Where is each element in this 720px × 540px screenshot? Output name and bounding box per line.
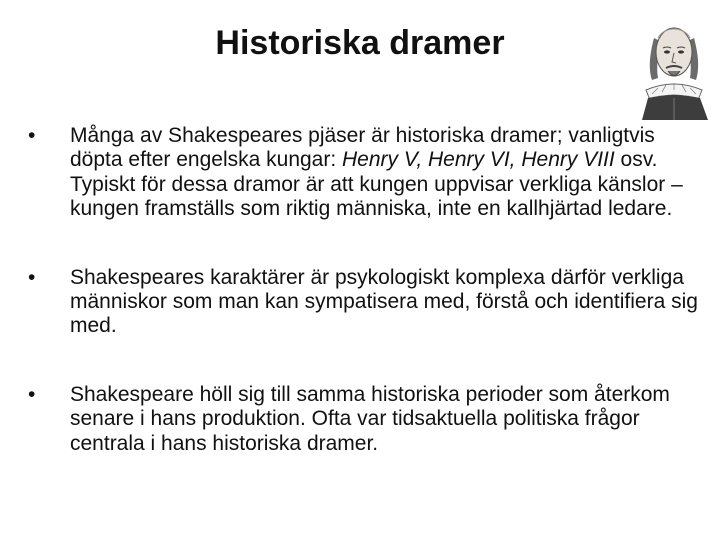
bullet-list (28, 124, 708, 456)
bullet-text: Shakespeare höll sig till samma historiska perioder som återkom senare i hans produktion. Ofta var tidsaktuella politiska frågor centrala i hans historiska dramer. (70, 382, 670, 455)
bullet-text: Shakespeares karaktärer är psykologiskt komplexa därför verkliga människor som man kan sympatisera med, förstå och identifiera sig med. (70, 265, 698, 338)
bullet-item (28, 124, 708, 222)
bullet-marker: • (28, 265, 36, 289)
bullet-text-segment: osv. Typiskt för dessa dramor är att kungen uppvisar verkliga känslor – kungen framställs som riktig människa, inte en kallhjärtad ledare. (70, 148, 683, 221)
shakespeare-portrait-image (628, 8, 720, 120)
bullet-marker: • (28, 124, 36, 147)
bullet-text-segment: Många av Shakespeares pjäser är historiska dramer; vanligtvis döpta efter engelska kungar: (70, 124, 655, 172)
bullet-text-italic-segment: Henry V, Henry VI, Henry VIII (342, 148, 615, 172)
bullet-item (28, 266, 708, 339)
bullet-text (70, 124, 683, 220)
bullet-item (28, 383, 708, 456)
bullet-marker: • (28, 382, 36, 406)
slide-title: Historiska dramer (215, 24, 505, 62)
